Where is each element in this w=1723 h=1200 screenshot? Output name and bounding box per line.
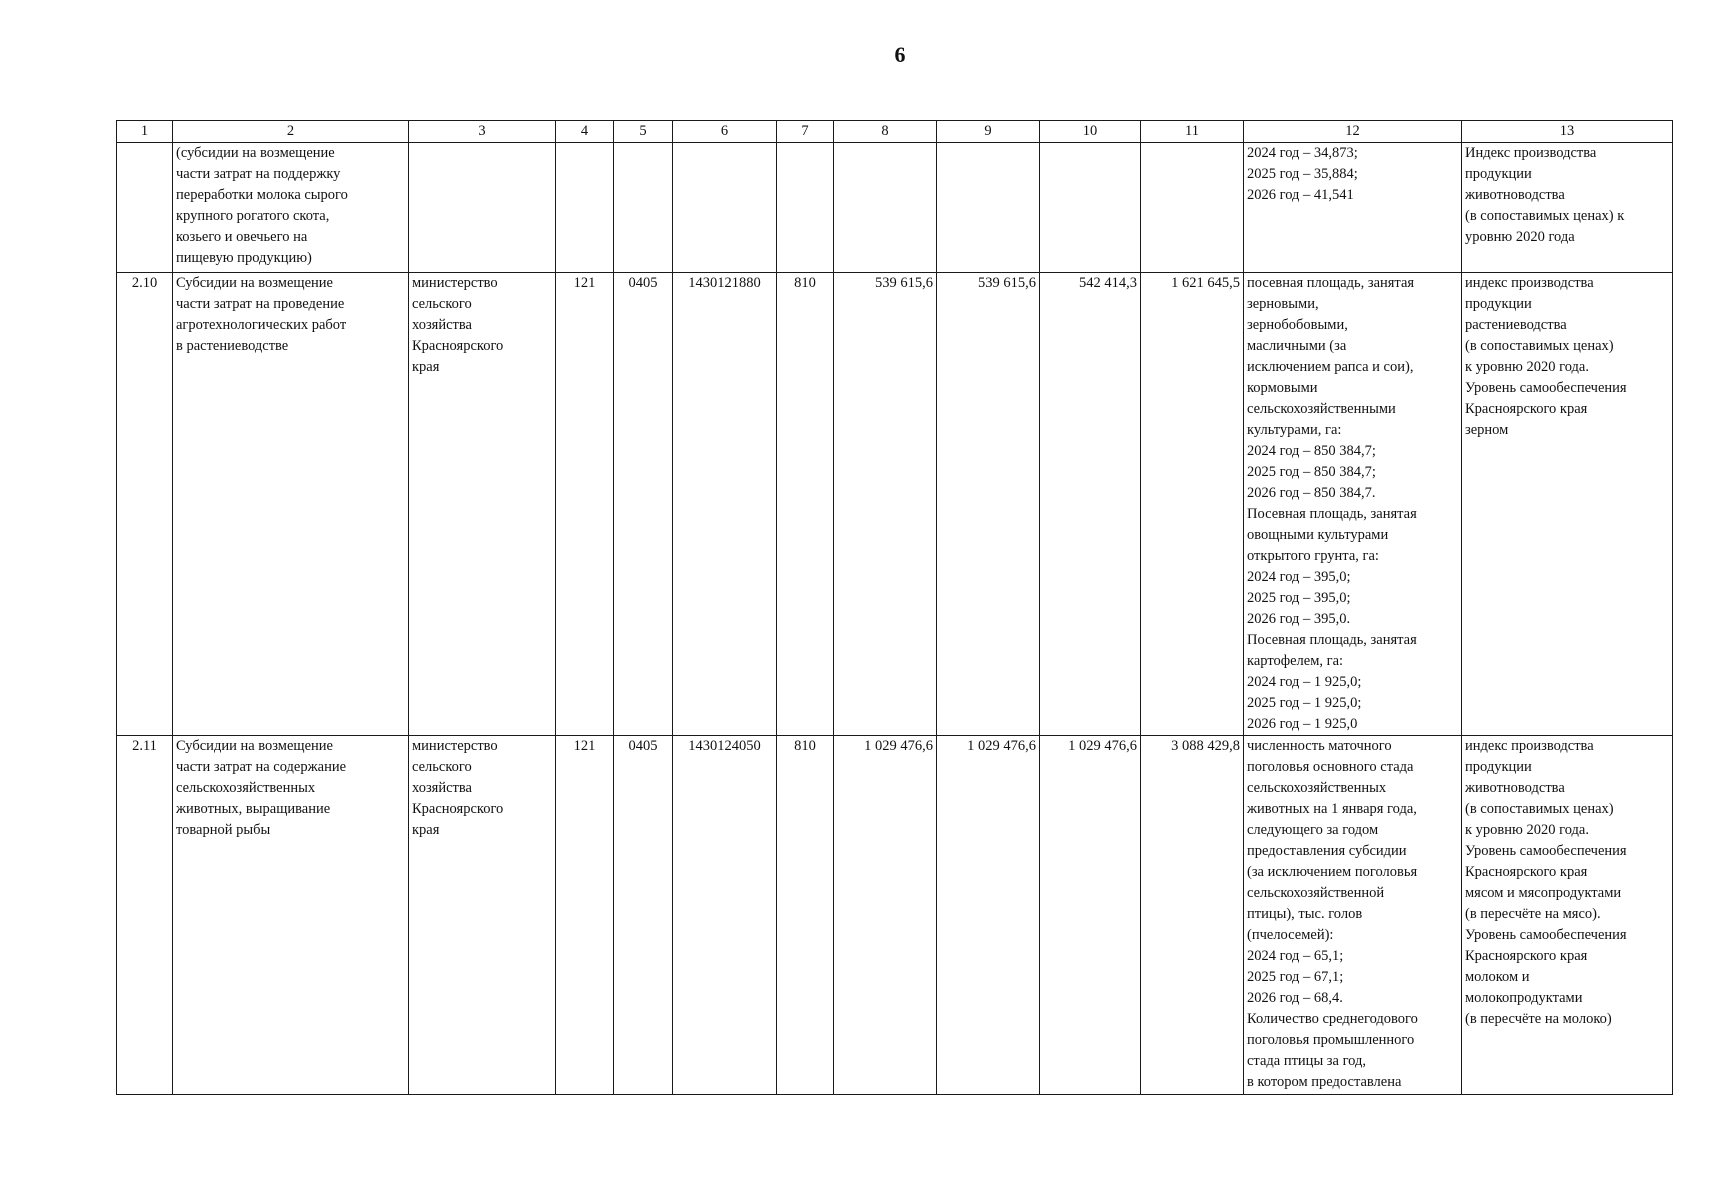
code-target: 1430121880 xyxy=(673,273,777,736)
measure-name: Субсидии на возмещение части затрат на содержание сельскохозяйственных животных, выращивание товарной рыбы xyxy=(173,736,409,1095)
table-row xyxy=(117,736,1673,1095)
target-indicator: индекс производства продукции растениеводства (в сопоставимых ценах) к уровню 2020 года. Уровень самообеспечения Красноярского края зерном xyxy=(1462,273,1673,736)
header-cell-13: 13 xyxy=(1462,121,1673,143)
code-section: 0405 xyxy=(614,736,673,1095)
header-cell-5: 5 xyxy=(614,121,673,143)
table-row xyxy=(117,273,1673,736)
amount-year-1 xyxy=(834,143,937,273)
code-grbs: 121 xyxy=(556,736,614,1095)
executor: министерство сельского хозяйства Красноярского края xyxy=(409,273,556,736)
amount-year-1: 1 029 476,6 xyxy=(834,736,937,1095)
code-expense-type: 810 xyxy=(777,736,834,1095)
amount-total: 3 088 429,8 xyxy=(1141,736,1244,1095)
header-cell-1: 1 xyxy=(117,121,173,143)
code-section xyxy=(614,143,673,273)
header-cell-8: 8 xyxy=(834,121,937,143)
amount-year-2 xyxy=(937,143,1040,273)
program-table xyxy=(116,120,1673,1095)
target-indicator: индекс производства продукции животноводства (в сопоставимых ценах) к уровню 2020 года. Уровень самообеспечения Красноярского края мясом и мясопродуктами (в пересчёте на мясо). Уровень самообеспечения Красноярского края молоком и молокопродуктами (в пересчёте на молоко) xyxy=(1462,736,1673,1095)
target-indicator: Индекс производства продукции животноводства (в сопоставимых ценах) к уровню 2020 года xyxy=(1462,143,1673,273)
header-cell-4: 4 xyxy=(556,121,614,143)
amount-total xyxy=(1141,143,1244,273)
measure-name: Субсидии на возмещение части затрат на проведение агротехнологических работ в растениеводстве xyxy=(173,273,409,736)
amount-total: 1 621 645,5 xyxy=(1141,273,1244,736)
amount-year-2: 1 029 476,6 xyxy=(937,736,1040,1095)
row-number: 2.11 xyxy=(117,736,173,1095)
code-target xyxy=(673,143,777,273)
header-cell-10: 10 xyxy=(1040,121,1141,143)
amount-year-3: 542 414,3 xyxy=(1040,273,1141,736)
amount-year-2: 539 615,6 xyxy=(937,273,1040,736)
code-target: 1430124050 xyxy=(673,736,777,1095)
expected-result: посевная площадь, занятая зерновыми, зернобобовыми, масличными (за исключением рапса и сои), кормовыми сельскохозяйственными культурами, га: 2024 год – 850 384,7; 2025 год – 850 384,7; 2026 год – 850 384,7. Посевная площадь, занятая овощными культурами открытого грунта, га: 2024 год – 395,0; 2025 год – 395,0; 2026 год – 395,0. Посевная площадь, занятая картофелем, га: 2024 год – 1 925,0; 2025 год – 1 925,0; 2026 год – 1 925,0 xyxy=(1244,273,1462,736)
page-number: 6 xyxy=(894,42,906,67)
expected-result: 2024 год – 34,873; 2025 год – 35,884; 2026 год – 41,541 xyxy=(1244,143,1462,273)
code-expense-type: 810 xyxy=(777,273,834,736)
header-cell-12: 12 xyxy=(1244,121,1462,143)
amount-year-3: 1 029 476,6 xyxy=(1040,736,1141,1095)
amount-year-1: 539 615,6 xyxy=(834,273,937,736)
header-cell-3: 3 xyxy=(409,121,556,143)
row-number: 2.10 xyxy=(117,273,173,736)
header-cell-11: 11 xyxy=(1141,121,1244,143)
amount-year-3 xyxy=(1040,143,1141,273)
executor xyxy=(409,143,556,273)
header-cell-2: 2 xyxy=(173,121,409,143)
header-row xyxy=(117,121,1673,143)
header-cell-7: 7 xyxy=(777,121,834,143)
header-cell-6: 6 xyxy=(673,121,777,143)
executor: министерство сельского хозяйства Красноярского края xyxy=(409,736,556,1095)
header-cell-9: 9 xyxy=(937,121,1040,143)
code-section: 0405 xyxy=(614,273,673,736)
expected-result: численность маточного поголовья основного стада сельскохозяйственных животных на 1 января года, следующего за годом предоставления субсидии (за исключением поголовья сельскохозяйственной птицы), тыс. голов (пчелосемей): 2024 год – 65,1; 2025 год – 67,1; 2026 год – 68,4. Количество среднегодового поголовья промышленного стада птицы за год, в котором предоставлена xyxy=(1244,736,1462,1095)
table-row xyxy=(117,143,1673,273)
measure-name: (субсидии на возмещение части затрат на поддержку переработки молока сырого крупного рогатого скота, козьего и овечьего на пищевую продукцию) xyxy=(173,143,409,273)
code-expense-type xyxy=(777,143,834,273)
row-number xyxy=(117,143,173,273)
code-grbs xyxy=(556,143,614,273)
code-grbs: 121 xyxy=(556,273,614,736)
